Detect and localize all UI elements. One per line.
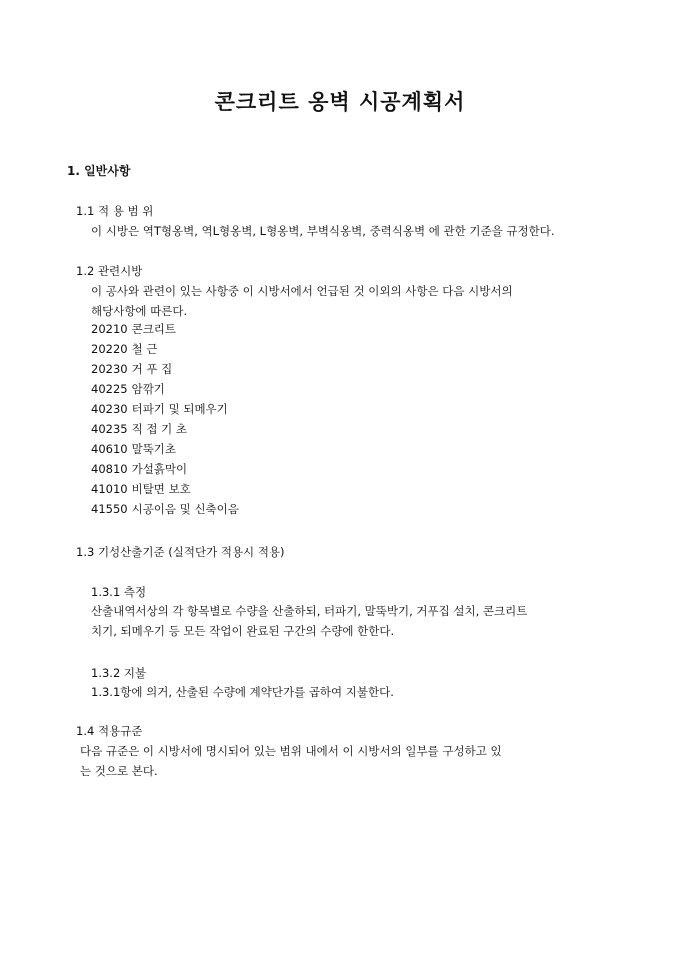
spec-code: 20220	[91, 342, 128, 356]
section-1-3-1-body	[91, 601, 527, 641]
spec-code: 41550	[91, 502, 128, 516]
section-1-3-2-body: 1.3.1항에 의거, 산출된 수량에 계약단가를 곱하여 지불한다.	[91, 685, 394, 699]
section-1-3-heading: 1.3 기성산출기준 (실적단가 적용시 적용)	[76, 545, 285, 559]
body-line: 해당사항에 따른다.	[91, 304, 188, 318]
spec-name: 철 근	[131, 342, 158, 356]
section-1-4-body	[80, 741, 502, 781]
section-1-1-heading: 1.1 적 용 범 위	[76, 204, 154, 218]
section-1-heading: 1. 일반사항	[67, 164, 131, 178]
spec-item	[91, 359, 239, 379]
spec-code: 40235	[91, 422, 128, 436]
spec-code: 20210	[91, 322, 128, 336]
spec-code: 40230	[91, 402, 128, 416]
section-1-2-body	[91, 281, 513, 321]
body-line: 는 것으로 본다.	[80, 764, 158, 778]
section-1-1-body: 이 시방은 역T형옹벽, 역L형옹벽, L형옹벽, 부벽식옹벽, 중력식옹벽 에 관한 기준을 규정한다.	[91, 224, 555, 238]
spec-code: 20230	[91, 362, 128, 376]
spec-code: 40610	[91, 442, 128, 456]
spec-code: 40810	[91, 462, 128, 476]
spec-name: 시공이음 및 신축이음	[131, 502, 239, 516]
section-1-3-2-heading: 1.3.2 지불	[91, 666, 147, 680]
spec-code: 40225	[91, 382, 128, 396]
spec-item	[91, 379, 239, 399]
spec-item	[91, 319, 239, 339]
spec-name: 터파기 및 되메우기	[131, 402, 228, 416]
related-specs-list	[91, 319, 239, 519]
section-1-3-1-heading: 1.3.1 측정	[91, 585, 147, 599]
spec-item	[91, 399, 239, 419]
spec-item	[91, 459, 239, 479]
spec-name: 직 접 기 초	[131, 422, 187, 436]
spec-name: 말뚝기초	[131, 442, 177, 456]
body-line: 다음 규준은 이 시방서에 명시되어 있는 범위 내에서 이 시방서의 일부를 구성하고 있	[80, 744, 502, 758]
body-line: 치기, 되메우기 등 모든 작업이 완료된 구간의 수량에 한한다.	[91, 624, 395, 638]
spec-name: 가설흙막이	[131, 462, 188, 476]
body-line: 산출내역서상의 각 항목별로 수량을 산출하되, 터파기, 말뚝박기, 거푸집 설치, 콘크리트	[91, 604, 528, 618]
spec-name: 비탈면 보호	[131, 482, 191, 496]
spec-name: 거 푸 집	[131, 362, 173, 376]
body-line: 이 공사와 관련이 있는 사항중 이 시방서에서 언급된 것 이외의 사항은 다음 시방서의	[91, 284, 513, 298]
section-1-4-heading: 1.4 적용규준	[76, 724, 143, 738]
spec-item	[91, 479, 239, 499]
spec-name: 암깎기	[131, 382, 165, 396]
section-1-2-heading: 1.2 관련시방	[76, 264, 143, 278]
spec-code: 41010	[91, 482, 128, 496]
spec-item	[91, 419, 239, 439]
spec-item	[91, 339, 239, 359]
spec-name: 콘크리트	[131, 322, 177, 336]
document-title: 콘크리트 옹벽 시공계획서	[214, 89, 466, 114]
spec-item	[91, 499, 239, 519]
spec-item	[91, 439, 239, 459]
